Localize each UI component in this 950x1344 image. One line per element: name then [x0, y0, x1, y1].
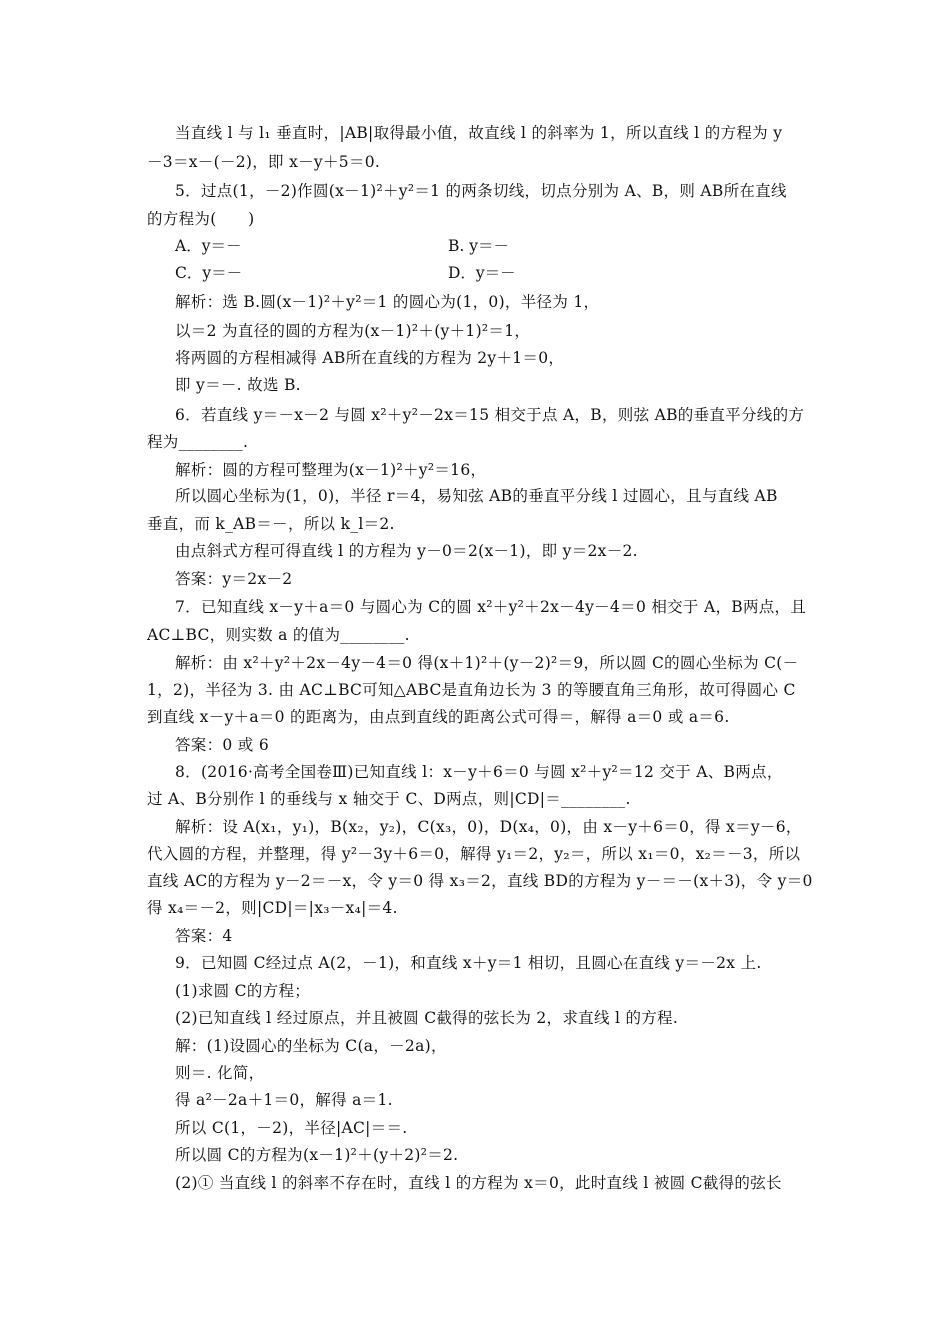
option-c: C．y＝－ [175, 264, 243, 282]
question-6-stem: 6．若直线 y＝－x－2 与圆 x²＋y²－2x＝15 相交于点 A，B，则弦 AB的垂直平分线的方 [175, 406, 805, 424]
text-line: 到直线 x－y＋a＝0 的距离为，由点到直线的距离公式可得＝，解得 a＝0 或 a＝6. [147, 708, 730, 726]
text-line: 的方程为( ) [147, 210, 255, 228]
text-line: AC⊥BC，则实数 a 的值为________. [147, 626, 410, 644]
analysis-line: 即 y＝－. 故选 B. [175, 376, 301, 394]
solution-line: (2)① 当直线 l 的斜率不存在时，直线 l 的方程为 x＝0，此时直线 l 被圆 C截得的弦长 [175, 1174, 782, 1192]
solution-line: 得 a²－2a＋1＝0，解得 a＝1. [175, 1091, 393, 1109]
option-b: B. y＝－ [448, 237, 510, 255]
analysis-line: 将两圆的方程相减得 AB所在直线的方程为 2y＋1＝0， [175, 349, 565, 367]
text-line: －3＝x－(－2)，即 x－y＋5＝0. [147, 153, 381, 171]
question-9-stem: 9．已知圆 C经过点 A(2，－1)，和直线 x＋y＝1 相切，且圆心在直线 y＝－2x 上. [175, 954, 762, 972]
analysis-line: 解析：由 x²＋y²＋2x－4y－4＝0 得(x＋1)²＋(y－2)²＝9，所以圆 C的圆心坐标为 C(－ [175, 654, 799, 672]
text-line: 程为________. [147, 433, 249, 451]
answer-line: 答案：y＝2x－2 [175, 570, 293, 588]
analysis-line: 由点斜式方程可得直线 l 的方程为 y－0＝2(x－1)，即 y＝2x－2. [175, 542, 638, 560]
solution-line: 所以 C(1，－2)，半径|AC|＝＝. [175, 1119, 408, 1137]
answer-line: 答案：4 [175, 927, 233, 945]
analysis-line: 解析：选 B.圆(x－1)²＋y²＝1 的圆心为(1，0)，半径为 1， [175, 293, 600, 311]
text-line: 直线 AC的方程为 y－2＝－x，令 y＝0 得 x₃＝2，直线 BD的方程为 y－＝－(x＋3)，令 y＝0 [147, 872, 813, 890]
option-d: D．y＝－ [448, 264, 516, 282]
sub-question: (2)已知直线 l 经过原点，并且被圆 C截得的弦长为 2，求直线 l 的方程. [175, 1009, 679, 1027]
option-a: A．y＝－ [175, 237, 242, 255]
answer-line: 答案：0 或 6 [175, 736, 269, 754]
question-7-stem: 7．已知直线 x－y＋a＝0 与圆心为 C的圆 x²＋y²＋2x－4y－4＝0 相交于 A，B两点，且 [175, 598, 807, 616]
solution-line: 解：(1)设圆心的坐标为 C(a，－2a)， [175, 1037, 447, 1055]
text-line: 1，2)，半径为 3. 由 AC⊥BC可知△ABC是直角边长为 3 的等腰直角三角形，故可得圆心 C [147, 681, 796, 699]
text-line: 代入圆的方程，并整理，得 y²－3y＋6＝0，解得 y₁＝2，y₂＝，所以 x₁＝0，x₂＝－3，所以 [147, 845, 801, 863]
analysis-line: 所以圆心坐标为(1，0)，半径 r＝4，易知弦 AB的垂直平分线 l 过圆心，且与直线 AB [175, 487, 778, 505]
sub-question: (1)求圆 C的方程； [175, 982, 311, 1000]
solution-line: 所以圆 C的方程为(x－1)²＋(y＋2)²＝2. [175, 1146, 459, 1164]
text-line: 过 A、B分别作 l 的垂线与 x 轴交于 C、D两点，则|CD|＝________. [147, 790, 631, 808]
text-line: 得 x₄＝－2，则|CD|＝|x₃－x₄|＝4. [147, 899, 398, 917]
analysis-line: 解析：圆的方程可整理为(x－1)²＋y²＝16， [175, 461, 487, 479]
text-line: 垂直，而 k_AB＝－，所以 k_l＝2. [147, 515, 395, 533]
analysis-line: 以＝2 为直径的圆的方程为(x－1)²＋(y＋1)²＝1， [175, 322, 531, 340]
solution-line: 则＝. 化简， [175, 1064, 265, 1082]
text-line: 当直线 l 与 l₁ 垂直时，|AB|取得最小值，故直线 l 的斜率为 1，所以直线 l 的方程为 y [175, 124, 783, 142]
question-5-stem: 5．过点(1，－2)作圆(x－1)²＋y²＝1 的两条切线，切点分别为 A、B，则 AB所在直线 [175, 182, 787, 200]
analysis-line: 解析：设 A(x₁，y₁)，B(x₂，y₂)，C(x₃，0)，D(x₄，0)，由 x－y＋6＝0，得 x＝y－6， [175, 818, 802, 836]
question-8-stem: 8．(2016·高考全国卷Ⅲ)已知直线 l：x－y＋6＝0 与圆 x²＋y²＝12 交于 A、B两点， [175, 763, 783, 781]
